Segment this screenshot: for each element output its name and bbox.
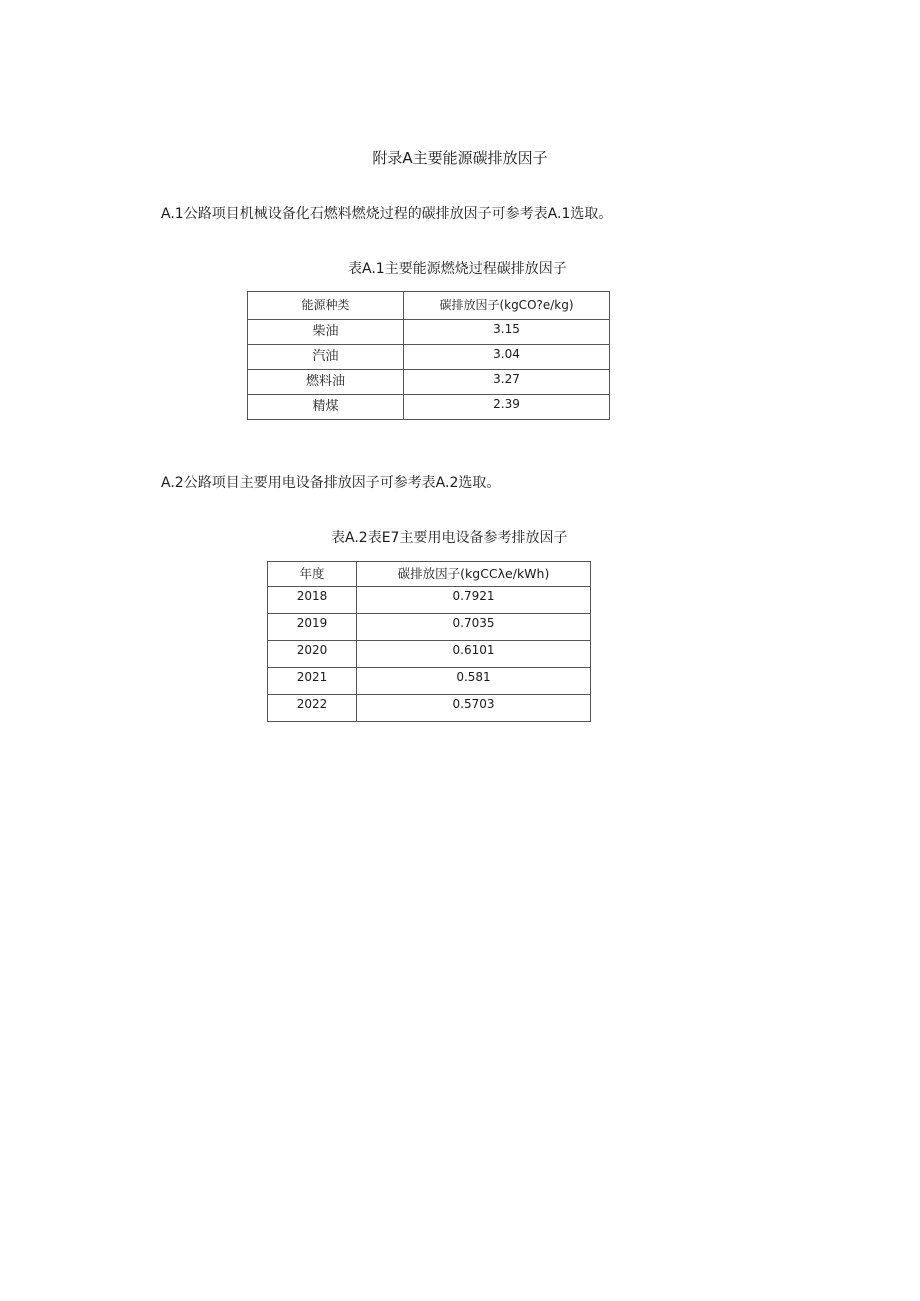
year-cell: 2022 — [268, 695, 357, 722]
table-row — [248, 345, 610, 370]
year-cell: 2018 — [268, 587, 357, 614]
year-cell: 2020 — [268, 641, 357, 668]
emission-factor-cell: 0.7035 — [357, 614, 591, 641]
section-a2-text: A.2公路项目主要用电设备排放因子可参考表A.2选取。 — [161, 475, 501, 491]
appendix-title: 附录A主要能源碳排放因子 — [372, 149, 548, 167]
header-emission-factor: 碳排放因子(kgCCλe∕kWh) — [357, 562, 591, 587]
emission-factor-cell: 3.27 — [404, 370, 610, 395]
table-header-row — [268, 562, 591, 587]
table-row — [268, 641, 591, 668]
table-row — [268, 614, 591, 641]
emission-factor-cell: 0.581 — [357, 668, 591, 695]
energy-type-cell: 精煤 — [248, 395, 404, 420]
table-header-row — [248, 292, 610, 320]
energy-type-cell: 汽油 — [248, 345, 404, 370]
section-a1-text: A.1公路项目机械设备化石燃料燃烧过程的碳排放因子可参考表A.1选取。 — [161, 206, 613, 222]
emission-factor-cell: 0.5703 — [357, 695, 591, 722]
table-row — [248, 320, 610, 345]
emission-factor-cell: 3.04 — [404, 345, 610, 370]
energy-type-cell: 柴油 — [248, 320, 404, 345]
table-row — [268, 695, 591, 722]
header-energy-type: 能源种类 — [248, 292, 404, 320]
header-emission-factor: 碳排放因子(kgCO?e/kg) — [404, 292, 610, 320]
table-row — [268, 668, 591, 695]
table-a1 — [247, 291, 610, 420]
energy-type-cell: 燃料油 — [248, 370, 404, 395]
emission-factor-cell: 0.6101 — [357, 641, 591, 668]
year-cell: 2021 — [268, 668, 357, 695]
table-row — [268, 587, 591, 614]
emission-factor-cell: 3.15 — [404, 320, 610, 345]
table-row — [248, 395, 610, 420]
emission-factor-cell: 2.39 — [404, 395, 610, 420]
header-year: 年度 — [268, 562, 357, 587]
year-cell: 2019 — [268, 614, 357, 641]
table-a1-caption: 表A.1主要能源燃烧过程碳排放因子 — [348, 261, 567, 277]
table-a2-caption: 表A.2表E7主要用电设备参考排放因子 — [331, 530, 568, 546]
table-row — [248, 370, 610, 395]
table-a2 — [267, 561, 591, 722]
emission-factor-cell: 0.7921 — [357, 587, 591, 614]
